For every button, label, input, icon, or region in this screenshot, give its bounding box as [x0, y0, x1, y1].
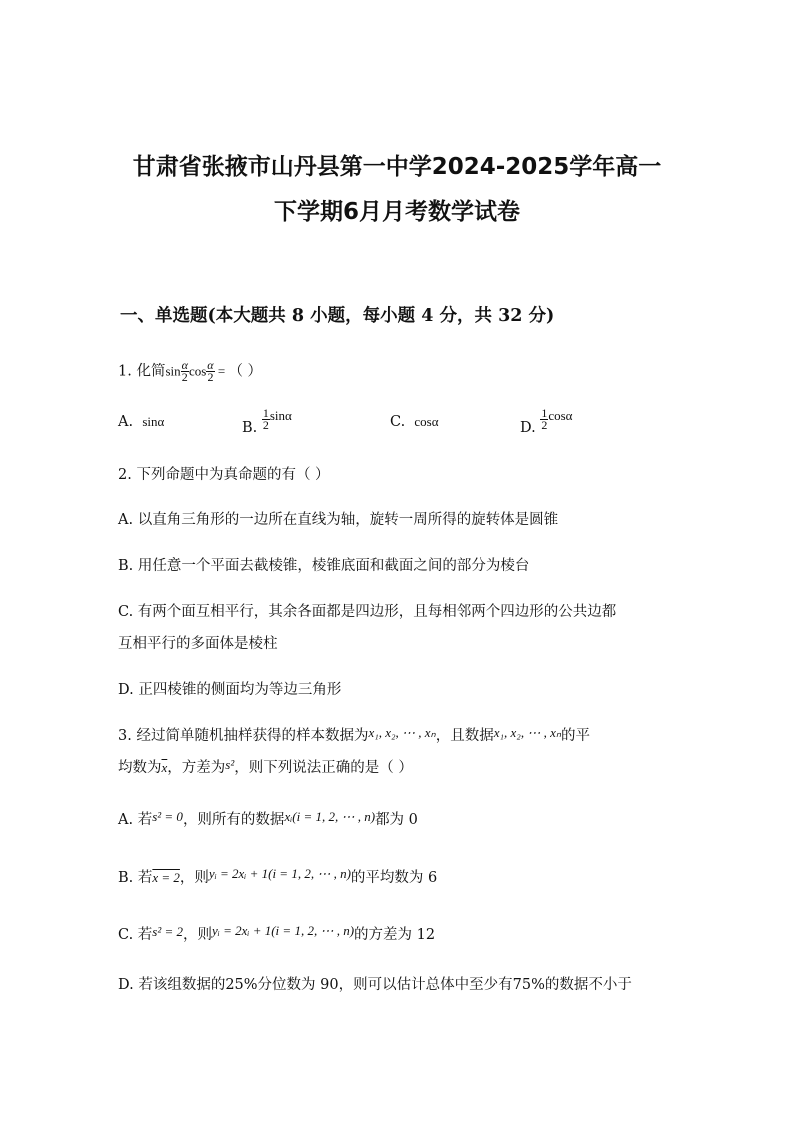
- q3-sample-sequence: x₁, x₂, ⋯ , xₙ: [368, 725, 436, 740]
- q1-fraction-alpha-over-2-b: $\frac{\alpha}{2}$: [207, 358, 214, 384]
- q1-option-c: C. cosα: [390, 414, 439, 430]
- question-2-stem: 2. 下列命题中为真命题的有（ ）: [118, 467, 330, 483]
- q1-sin: sin: [165, 363, 181, 379]
- question-3-stem-line1: 3. 经过简单随机抽样获得的样本数据为x₁, x₂, ⋯ , xₙ，且数据x₁, x₂, ⋯ , xₙ的平: [118, 725, 591, 744]
- exam-title-line2: 下学期6月月考数学试卷: [273, 199, 520, 225]
- q1-d-one-half: $\frac{1}{2}$: [541, 406, 548, 432]
- q1-cos: cos: [188, 363, 207, 379]
- q2-option-c-line2: 互相平行的多面体是棱柱: [118, 636, 278, 652]
- q3-mean-xbar: $\overline{x}$: [161, 760, 168, 775]
- q3-variance: s²: [225, 757, 235, 772]
- q3-option-d: D. 若该组数据的25%分位数为 90，则可以估计总体中至少有75%的数据不小于: [118, 977, 632, 993]
- question-1-stem: 1. 化简sin $\frac{\alpha}{2}$ cos $\frac{\alpha}{2}$ = （ ）: [118, 358, 263, 384]
- q2-option-c-line1: C. 有两个面互相平行，其余各面都是四边形，且每相邻两个四边形的公共边都: [118, 604, 617, 620]
- q3-option-a: A. 若s² = 0，则所有的数据xᵢ(i = 1, 2, ⋯ , n)都为 0: [118, 809, 418, 828]
- q1-option-d: D. $\frac{1}{2}$ cosα: [520, 406, 573, 436]
- q1-option-a: A. sinα: [118, 414, 165, 430]
- q2-option-d: D. 正四棱锥的侧面均为等边三角形: [118, 682, 342, 698]
- q3-sample-sequence-2: x₁, x₂, ⋯ , xₙ: [493, 725, 562, 740]
- q1-prefix: 1. 化简: [118, 363, 166, 380]
- exam-title-line1: 甘肃省张掖市山丹县第一中学2024-2025学年高一: [132, 154, 662, 180]
- q3-option-c: C. 若s² = 2，则yᵢ = 2xᵢ + 1(i = 1, 2, ⋯ , n)的方差为 12: [118, 923, 436, 943]
- q1-option-b: B. $\frac{1}{2}$ sinα: [242, 406, 292, 436]
- question-3-stem-line2: 均数为$\overline{x}$，方差为s²，则下列说法正确的是（ ）: [118, 757, 413, 776]
- q1-fraction-alpha-over-2: $\frac{\alpha}{2}$: [181, 358, 188, 384]
- q1-b-one-half: $\frac{1}{2}$: [262, 406, 269, 432]
- q1-answer-paren: （ ）: [228, 363, 263, 380]
- section-heading-single-choice: 一、单选题(本大题共 8 小题，每小题 4 分，共 32 分): [120, 306, 555, 326]
- q2-option-b: B. 用任意一个平面去截棱锥，棱锥底面和截面之间的部分为棱台: [118, 558, 530, 574]
- q3-option-b: B. 若x = 2，则yᵢ = 2xᵢ + 1(i = 1, 2, ⋯ , n)的平均数为 6: [118, 866, 438, 886]
- q2-option-a: A. 以直角三角形的一边所在直线为轴，旋转一周所得的旋转体是圆锥: [118, 512, 559, 528]
